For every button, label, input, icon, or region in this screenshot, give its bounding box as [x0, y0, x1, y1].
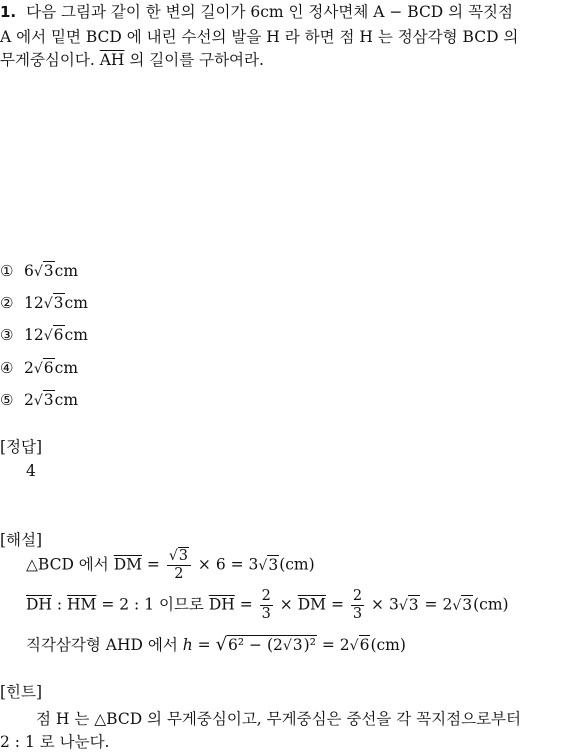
- option-1-mark: ①: [0, 262, 14, 280]
- expl-3-pre: 직각삼각형 AHD 에서: [26, 636, 183, 654]
- fraction-2-over-3-b: $\frac{2}{3}$: [352, 588, 363, 622]
- explanation-line-1: [26, 548, 315, 583]
- segment-dm: $\overline{DM}$: [113, 555, 142, 574]
- question-number: 1.: [0, 3, 17, 21]
- option-1[interactable]: [0, 262, 78, 280]
- question-text-2: A 에서 밑면 BCD 에 내린 수선의 발을 H 라 하면 점 H 는 정삼각형 BCD 의: [0, 28, 519, 46]
- option-2-unit: cm: [64, 294, 88, 312]
- option-3-coef: 12: [24, 326, 44, 344]
- question-line-3: [0, 50, 264, 70]
- option-5[interactable]: [0, 391, 78, 409]
- option-4-coef: 2: [24, 359, 34, 377]
- expl-1-post: × 6 = 3: [193, 555, 259, 574]
- question-text-3a: 무게중심이다.: [0, 51, 100, 69]
- explanation-line-2: $\overline{DH}$ : $\overline{HM} = 2$ : 1 이므로 $\overline{DH}$ = $\frac{2}{3}$ × $\overline{DM}$ = $\frac{2}{3}$ × 3√3 = 2√3(cm): [26, 588, 509, 622]
- expl-1-unit: (cm): [279, 555, 315, 574]
- expl-1-eq: =: [142, 555, 165, 574]
- question-text-1: 다음 그림과 같이 한 변의 길이가 6cm 인 정사면체 A − BCD 의 꼭짓점: [26, 3, 513, 21]
- option-2-coef: 12: [24, 294, 44, 312]
- option-3-sqrt: √6: [43, 326, 64, 344]
- explanation-label: [해설]: [0, 531, 43, 549]
- segment-dh-2: $\overline{DH}$: [208, 595, 235, 614]
- option-5-unit: cm: [54, 391, 79, 409]
- segment-hm: $\overline{HM}$: [67, 595, 97, 614]
- var-h: h: [182, 636, 193, 654]
- option-4-sqrt: √6: [33, 359, 54, 377]
- option-4[interactable]: [0, 359, 78, 377]
- expl-1-sqrt: √3: [258, 555, 279, 574]
- segment-ah: $\overline{AH}$: [99, 51, 125, 69]
- figure-area: [0, 75, 571, 255]
- option-4-unit: cm: [54, 359, 79, 377]
- option-3-mark: ③: [0, 326, 14, 344]
- option-5-mark: ⑤: [0, 391, 14, 409]
- question-text-3b: 의 길이를 구하여라.: [124, 51, 264, 69]
- option-2-sqrt: √3: [43, 294, 64, 312]
- fraction-2-over-3: $\frac{2}{3}$: [261, 588, 271, 622]
- answer-label: [정답]: [0, 438, 43, 456]
- option-2-mark: ②: [0, 294, 14, 312]
- option-4-mark: ④: [0, 359, 14, 377]
- segment-dm-2: $\overline{DM}$: [297, 595, 327, 614]
- option-3[interactable]: [0, 326, 88, 344]
- option-1-coef: 6: [24, 262, 34, 280]
- segment-dh: $\overline{DH}$: [26, 595, 52, 614]
- expl-1-pre: △BCD 에서: [26, 555, 114, 574]
- hint-line-1: 점 H 는 △BCD 의 무게중심이고, 무게중심은 중선을 각 꼭지점으로부터: [36, 710, 521, 728]
- fraction-sqrt3-over-2: $\frac{√3}{2}$: [167, 548, 191, 583]
- big-sqrt: √6² − (2√3)²: [215, 634, 316, 655]
- option-5-sqrt: √3: [33, 391, 54, 409]
- hint-line-2: 2 : 1 로 나눈다.: [0, 733, 110, 751]
- hint-label: [힌트]: [0, 683, 43, 701]
- option-1-sqrt: √3: [33, 262, 54, 280]
- question-line-2: [0, 27, 518, 47]
- question-line-1: [0, 2, 513, 22]
- explanation-line-3: 직각삼각형 AHD 에서 h = √6² − (2√3)² = 2√6(cm): [26, 634, 406, 655]
- option-3-unit: cm: [64, 326, 88, 344]
- answer-value: 4: [26, 462, 36, 480]
- option-2[interactable]: [0, 294, 88, 312]
- option-1-unit: cm: [54, 262, 79, 280]
- option-5-coef: 2: [24, 391, 34, 409]
